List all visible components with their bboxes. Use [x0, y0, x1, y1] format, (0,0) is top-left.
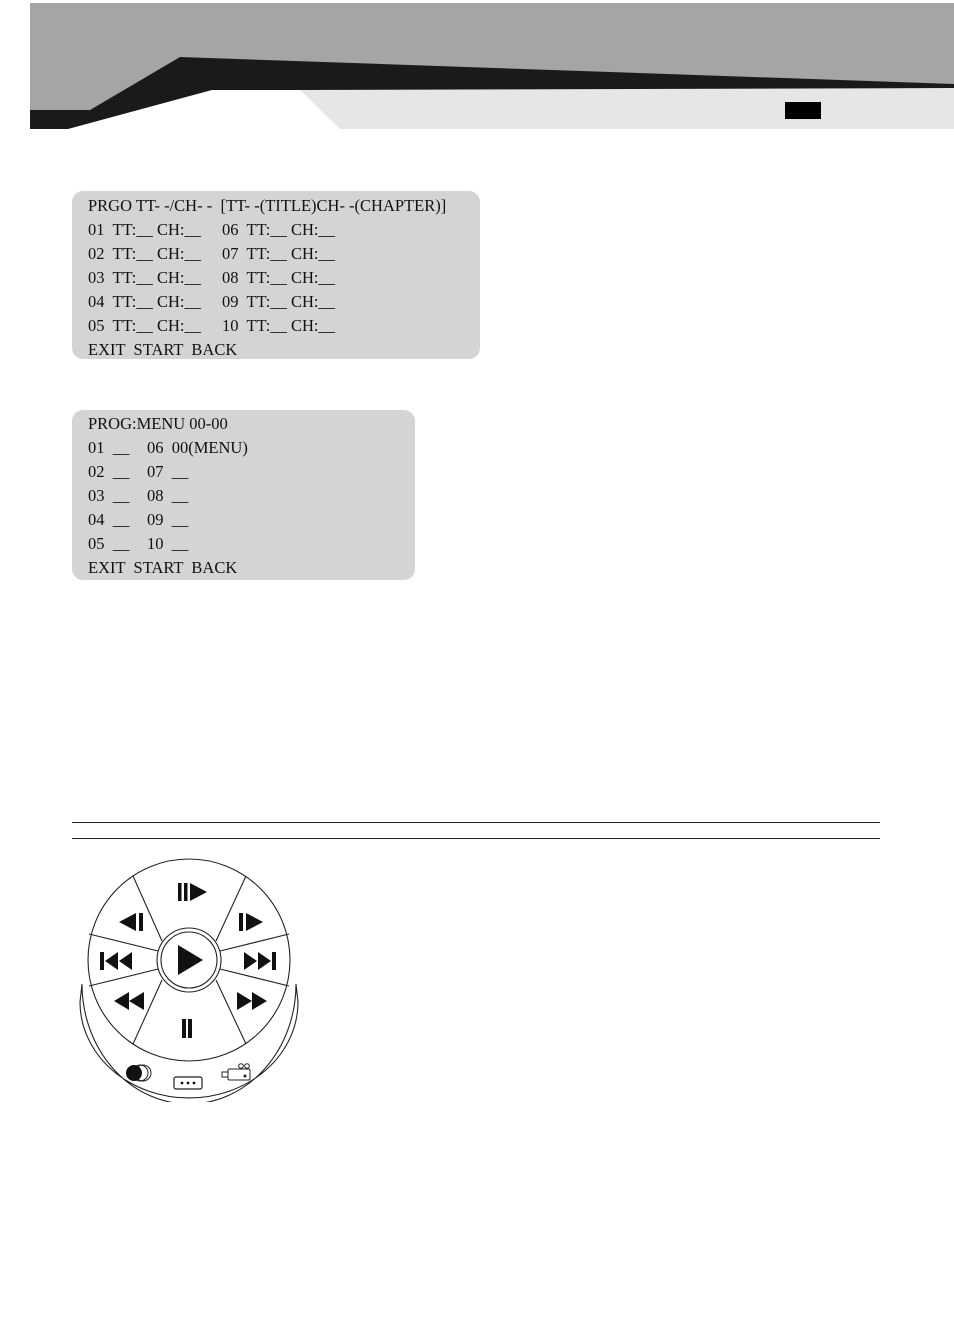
- menu-screen-footer: EXIT START BACK: [88, 558, 238, 577]
- toggle-icon[interactable]: [126, 1065, 151, 1081]
- menu-screen-header: PROG:MENU 00-00: [88, 414, 228, 433]
- program-row: 03 TT:__ CH:__ 08 TT:__ CH:__: [88, 268, 336, 287]
- menu-row: 01 __ 06 00(MENU): [88, 438, 248, 457]
- section-rule-top: [72, 822, 880, 823]
- program-screen-header: PRGO TT- -/CH- - [TT- -(TITLE)CH- -(CHAPTER)]: [88, 196, 447, 215]
- remote-control-diagram: [76, 856, 302, 1102]
- program-screen-footer: EXIT START BACK: [88, 340, 238, 359]
- menu-row: 04 __ 09 __: [88, 510, 189, 529]
- section-rule-bottom: [72, 838, 880, 839]
- program-row: 04 TT:__ CH:__ 09 TT:__ CH:__: [88, 292, 336, 311]
- program-row: 01 TT:__ CH:__ 06 TT:__ CH:__: [88, 220, 336, 239]
- camera-icon[interactable]: [222, 1064, 250, 1080]
- program-row: 02 TT:__ CH:__ 07 TT:__ CH:__: [88, 244, 336, 263]
- page-number-tab: [785, 102, 821, 119]
- menu-row: 03 __ 08 __: [88, 486, 189, 505]
- more-dots-icon[interactable]: [174, 1077, 202, 1089]
- program-title-chapter-screen: [72, 191, 480, 359]
- menu-row: 02 __ 07 __: [88, 462, 189, 481]
- program-row: 05 TT:__ CH:__ 10 TT:__ CH:__: [88, 316, 336, 335]
- menu-row: 05 __ 10 __: [88, 534, 189, 553]
- program-menu-screen: [72, 410, 415, 580]
